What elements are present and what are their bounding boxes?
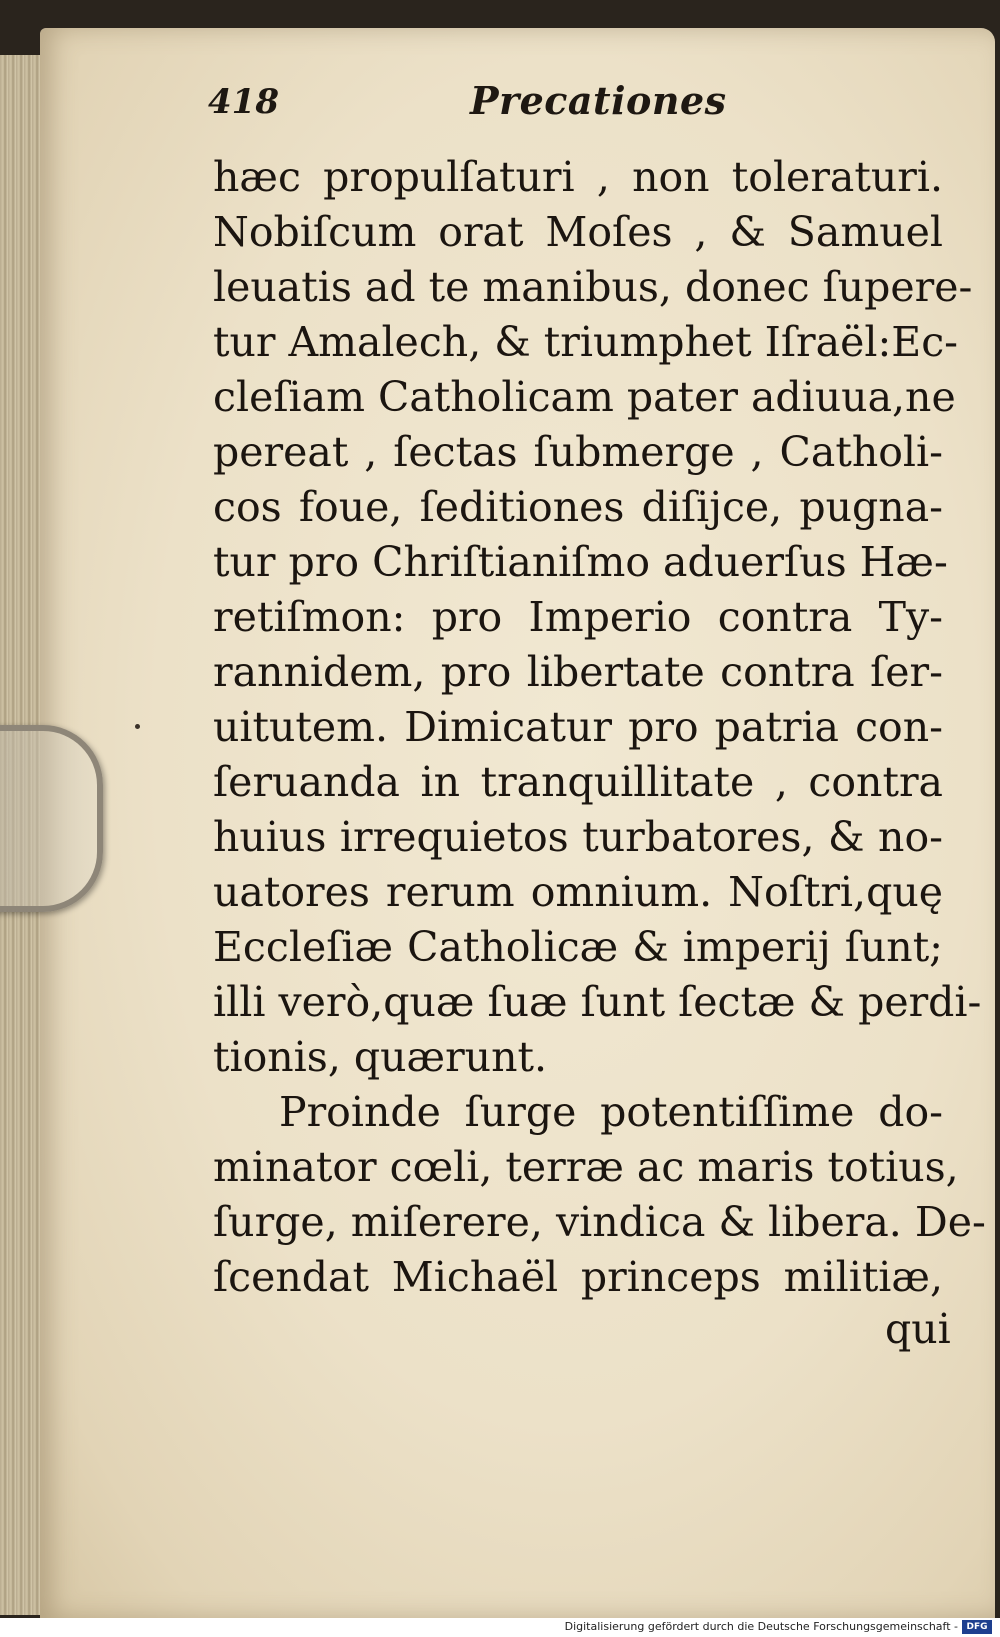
text-line: tur Amalech, & triumphet Iſraël:Ec- (213, 318, 959, 366)
text-line: ſurge, miſerere, vindica & libera. De- (213, 1198, 986, 1246)
text-line: huius irrequietos turbatores, & no- (213, 813, 943, 861)
text-line: minator cœli, terræ ac maris totius, (213, 1143, 959, 1191)
body-text (213, 150, 986, 1305)
page-number: 418 (208, 82, 279, 122)
dfg-logo: DFG (962, 1620, 992, 1634)
text-line: illi verò,quæ ſuæ ſunt ſectæ & perdi- (213, 978, 982, 1026)
ink-spot (135, 724, 140, 729)
text-line: Nobiſcum orat Moſes , & Samuel (213, 208, 943, 256)
catchword: qui (885, 1305, 951, 1353)
text-line: cos foue, ſeditiones diſijce, pugna- (213, 483, 943, 531)
text-line: uatores rerum omnium. Noſtri,quę (213, 868, 943, 916)
text-line: tur pro Chriſtianiſmo aduerſus Hæ- (213, 538, 948, 586)
text-line: tionis, quærunt. (213, 1033, 548, 1081)
running-head: Precationes (470, 78, 727, 123)
text-line: cleſiam Catholicam pater adiuua,ne (213, 373, 956, 421)
clasp (0, 725, 103, 912)
text-line: ſcendat Michaël princeps militiæ, (213, 1253, 943, 1301)
text-line: hæc propulſaturi , non toleraturi. (213, 153, 943, 201)
text-line: rannidem, pro libertate contra ſer- (213, 648, 943, 696)
text-line: pereat , ſectas ſubmerge , Catholi- (213, 428, 943, 476)
text-line: Eccleſiæ Catholicæ & imperij ſunt; (213, 923, 943, 971)
text-line: ſeruanda in tranquillitate , contra (213, 758, 943, 806)
footer-credit: Digitalisierung gefördert durch die Deutsche Forschungsgemeinschaft - (564, 1620, 958, 1633)
paragraph-start-line: Proinde ſurge potentiſſime do- (279, 1088, 943, 1136)
text-line: leuatis ad te manibus, donec ſupere- (213, 263, 973, 311)
text-line: uitutem. Dimicatur pro patria con- (213, 703, 943, 751)
text-line: retiſmon: pro Imperio contra Ty- (213, 593, 943, 641)
